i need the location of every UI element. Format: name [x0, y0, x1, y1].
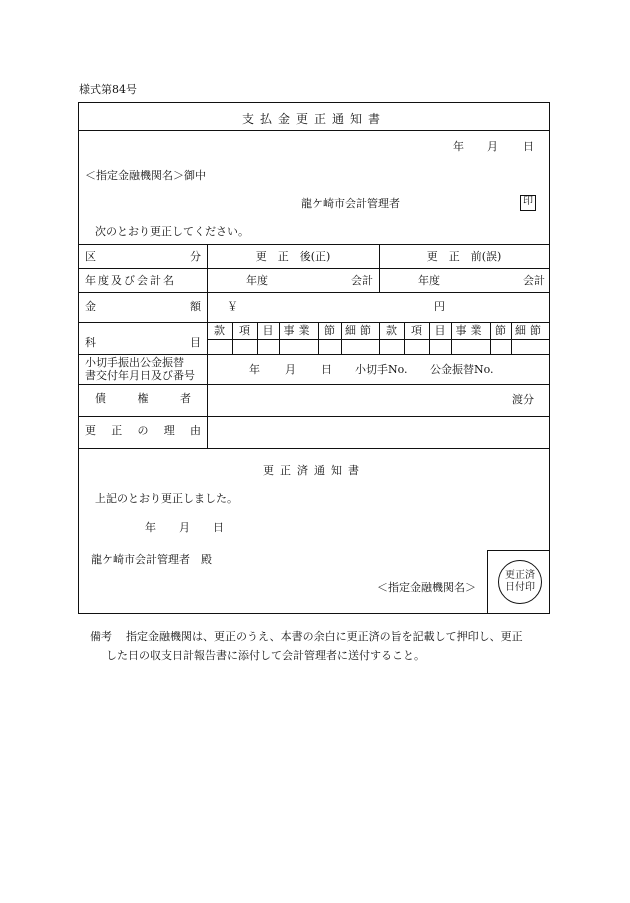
yen-unit: 円	[434, 300, 445, 313]
cell-kou: 項	[411, 324, 422, 337]
note-line1: 指定金融機関は、更正のうえ、本書の余白に更正済の旨を記載して押印し、更正	[126, 630, 523, 643]
cell-saisetsu: 細節	[515, 324, 545, 337]
watashi-bun: 渡分	[512, 393, 534, 406]
date-day-label: 日	[523, 140, 534, 153]
cell-kan: 款	[214, 324, 225, 337]
seal-mark: 印	[520, 195, 536, 211]
label-kogitte: 小切手振出公金振替 書交付年月日及び番号	[85, 356, 195, 382]
kogitte-year: 年	[249, 363, 260, 376]
completion-recipient: 龍ケ崎市会計管理者 殿	[91, 553, 212, 566]
label-nendo: 年度及び会計名	[85, 274, 176, 287]
payment-correction-form	[78, 102, 550, 614]
cell-saisetsu: 細節	[345, 324, 375, 337]
issuer: 龍ケ崎市会計管理者	[301, 197, 400, 210]
label-riyu: 更 正 の 理 由	[85, 424, 201, 437]
before-nendo: 年度	[418, 274, 440, 287]
cell-jigyou: 事業	[455, 324, 486, 337]
note-line2: した日の収支日計報告書に添付して会計管理者に送付すること。	[106, 649, 425, 662]
header-after: 更 正 後(正)	[255, 250, 331, 263]
kogitte-day: 日	[321, 363, 332, 376]
cell-setsu: 節	[324, 324, 335, 337]
cell-kou: 項	[239, 324, 250, 337]
after-nendo: 年度	[246, 274, 268, 287]
cell-setsu: 節	[495, 324, 506, 337]
date-year-label: 年	[453, 140, 464, 153]
date-stamp-circle: 更正済 日付印	[498, 560, 542, 604]
label-kubun: 区 分	[85, 250, 201, 263]
transfer-number-label: 公金振替No.	[430, 363, 494, 376]
cell-kan: 款	[386, 324, 397, 337]
completion-title: 更正済通知書	[263, 464, 365, 477]
form-number: 様式第84号	[79, 83, 137, 96]
label-kamoku: 科 目	[85, 336, 201, 349]
cell-moku: 目	[262, 324, 274, 337]
cell-jigyou: 事業	[283, 324, 314, 337]
date-month-label: 月	[487, 140, 498, 153]
cell-moku: 目	[434, 324, 446, 337]
after-kaikei: 会計	[351, 274, 373, 287]
completion-day: 日	[213, 521, 224, 534]
instruction: 次のとおり更正してください。	[95, 225, 249, 238]
header-before: 更 正 前(誤)	[426, 250, 502, 263]
completion-month: 月	[179, 521, 190, 534]
label-saiken: 債 権 者	[95, 392, 191, 405]
form-title: 支払金更正通知書	[241, 112, 386, 126]
before-kaikei: 会計	[523, 274, 545, 287]
check-number-label: 小切手No.	[355, 363, 408, 376]
yen-mark: ￥	[227, 300, 238, 313]
note-label: 備考	[90, 630, 112, 643]
addressee: ＜指定金融機関名＞御中	[85, 169, 206, 182]
completion-bank: ＜指定金融機関名＞	[377, 581, 476, 594]
completion-year: 年	[145, 521, 156, 534]
completion-text: 上記のとおり更正しました。	[95, 492, 238, 505]
kogitte-month: 月	[285, 363, 296, 376]
label-kingaku: 金 額	[85, 300, 201, 313]
